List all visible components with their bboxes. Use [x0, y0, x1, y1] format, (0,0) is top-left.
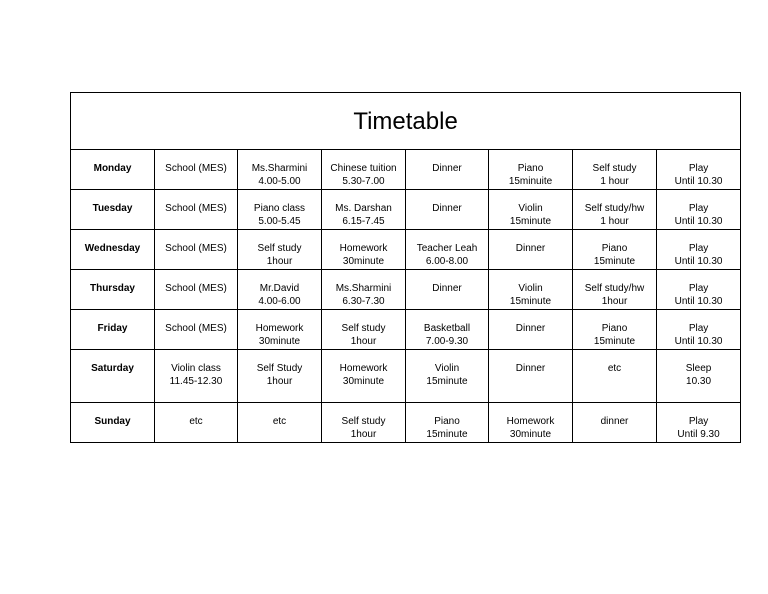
activity-cell — [155, 190, 238, 230]
activity-name: Dinner — [432, 203, 462, 214]
activity-cell — [406, 310, 489, 350]
activity-name: Self study — [592, 163, 637, 174]
day-label: Saturday — [91, 363, 134, 374]
activity-name: Violin — [434, 363, 460, 374]
activity-cell — [406, 350, 489, 403]
activity-name: School (MES) — [165, 283, 227, 294]
activity-name: Self study — [341, 416, 386, 427]
activity-name: Ms. Darshan — [335, 203, 392, 214]
activity-cell — [657, 310, 741, 350]
day-cell — [71, 270, 155, 310]
activity-detail: 30minute — [509, 429, 552, 440]
activity-detail: 15minute — [426, 376, 468, 387]
activity-name: Sleep — [685, 363, 712, 374]
activity-cell — [489, 230, 573, 270]
day-label: Sunday — [94, 416, 131, 427]
activity-cell — [573, 350, 657, 403]
activity-name: Violin — [518, 203, 543, 214]
activity-name: Play — [688, 283, 709, 294]
activity-detail: Until 10.30 — [674, 256, 723, 267]
activity-cell — [155, 230, 238, 270]
activity-cell — [155, 310, 238, 350]
activity-cell — [573, 150, 657, 190]
activity-cell — [155, 270, 238, 310]
page-title: Timetable — [353, 108, 458, 135]
activity-name: Self study/hw — [584, 203, 645, 214]
activity-name: School (MES) — [165, 243, 227, 254]
activity-cell — [573, 270, 657, 310]
activity-cell — [155, 350, 238, 403]
activity-cell — [238, 150, 322, 190]
activity-detail: 6.00-8.00 — [425, 256, 469, 267]
activity-cell — [322, 150, 406, 190]
day-cell — [71, 150, 155, 190]
activity-cell — [155, 150, 238, 190]
activity-detail: 11.45-12.30 — [169, 376, 223, 387]
activity-detail: 6.15-7.45 — [342, 216, 385, 227]
activity-name: School (MES) — [165, 163, 227, 174]
activity-cell — [155, 403, 238, 443]
activity-detail: 1 hour — [600, 216, 629, 227]
activity-cell — [238, 230, 322, 270]
activity-name: Homework — [255, 323, 304, 334]
activity-cell — [322, 350, 406, 403]
table-row — [71, 190, 741, 230]
activity-detail: Until 9.30 — [677, 429, 720, 440]
activity-cell — [322, 270, 406, 310]
activity-cell — [573, 310, 657, 350]
activity-cell — [573, 403, 657, 443]
day-cell — [71, 350, 155, 403]
activity-cell — [657, 230, 741, 270]
activity-name: Piano — [601, 323, 628, 334]
activity-detail: 30minute — [258, 336, 301, 347]
activity-detail: 15minute — [509, 296, 552, 307]
activity-name: etc — [189, 416, 203, 427]
activity-name: Homework — [339, 243, 388, 254]
activity-detail: 10.30 — [686, 376, 712, 387]
activity-name: Homework — [339, 363, 388, 374]
activity-detail: Until 10.30 — [674, 176, 723, 187]
activity-name: Self study — [341, 323, 386, 334]
activity-detail: 4.00-6.00 — [258, 296, 301, 307]
activity-name: Piano — [601, 243, 628, 254]
activity-cell — [489, 310, 573, 350]
activity-cell — [489, 270, 573, 310]
activity-detail: 7.00-9.30 — [425, 336, 469, 347]
activity-cell — [406, 270, 489, 310]
day-label: Monday — [93, 163, 132, 174]
activity-cell — [406, 230, 489, 270]
activity-cell — [322, 190, 406, 230]
activity-cell — [657, 150, 741, 190]
table-row — [71, 310, 741, 350]
activity-name: Play — [688, 243, 709, 254]
activity-name: Piano — [434, 416, 460, 427]
activity-name: Ms.Sharmini — [335, 283, 392, 294]
activity-name: Self study — [257, 243, 302, 254]
activity-name: etc — [607, 363, 622, 374]
activity-cell — [406, 190, 489, 230]
activity-cell — [489, 190, 573, 230]
activity-detail: 1hour — [601, 296, 628, 307]
activity-detail: 5.30-7.00 — [342, 176, 385, 187]
activity-cell — [238, 403, 322, 443]
activity-detail: 1hour — [266, 376, 293, 387]
activity-detail: 4.00-5.00 — [258, 176, 301, 187]
day-label: Friday — [97, 323, 128, 334]
timetable — [70, 92, 741, 443]
activity-cell — [238, 190, 322, 230]
activity-name: Piano class — [253, 203, 306, 214]
activity-cell — [489, 403, 573, 443]
activity-detail: 1hour — [350, 429, 377, 440]
table-row — [71, 350, 741, 403]
activity-name: Dinner — [515, 243, 546, 254]
activity-name: Dinner — [515, 363, 546, 374]
activity-cell — [573, 190, 657, 230]
activity-cell — [322, 310, 406, 350]
activity-detail: 15minute — [593, 336, 636, 347]
day-label: Tuesday — [92, 203, 133, 214]
activity-detail: 6.30-7.30 — [342, 296, 385, 307]
activity-name: Dinner — [432, 283, 462, 294]
activity-name: Dinner — [515, 323, 546, 334]
activity-detail: 5.00-5.45 — [258, 216, 301, 227]
title-row — [71, 93, 741, 150]
day-cell — [71, 190, 155, 230]
day-cell — [71, 310, 155, 350]
activity-detail: 15minuite — [508, 176, 553, 187]
activity-name: Teacher Leah — [416, 243, 478, 254]
activity-detail: 30minute — [342, 256, 385, 267]
activity-name: Self Study — [256, 363, 303, 374]
activity-name: School (MES) — [165, 323, 227, 334]
activity-name: Mr.David — [259, 283, 300, 294]
activity-name: etc — [272, 416, 287, 427]
activity-name: Violin — [518, 283, 543, 294]
table-row — [71, 150, 741, 190]
day-cell — [71, 403, 155, 443]
activity-detail: 1hour — [350, 336, 377, 347]
activity-cell — [406, 403, 489, 443]
day-label: Wednesday — [84, 243, 141, 254]
activity-detail: 30minute — [342, 376, 385, 387]
activity-name: Play — [688, 203, 709, 214]
activity-detail: 15minute — [593, 256, 636, 267]
table-row — [71, 270, 741, 310]
activity-name: Violin class — [171, 363, 221, 374]
activity-name: Chinese tuition — [330, 163, 397, 174]
activity-cell — [657, 403, 741, 443]
day-cell — [71, 230, 155, 270]
table-row — [71, 403, 741, 443]
day-label: Thursday — [89, 283, 135, 294]
activity-cell — [406, 150, 489, 190]
activity-cell — [489, 150, 573, 190]
activity-name: Piano — [517, 163, 544, 174]
activity-cell — [573, 230, 657, 270]
activity-name: Play — [688, 416, 709, 427]
activity-name: School (MES) — [165, 203, 227, 214]
activity-detail: 1 hour — [600, 176, 629, 187]
activity-cell — [657, 270, 741, 310]
activity-detail: Until 10.30 — [674, 296, 723, 307]
title-cell — [71, 93, 741, 150]
activity-cell — [322, 403, 406, 443]
activity-cell — [657, 350, 741, 403]
activity-name: Play — [688, 323, 709, 334]
activity-cell — [657, 190, 741, 230]
activity-name: Homework — [506, 416, 555, 427]
activity-detail: Until 10.30 — [674, 216, 723, 227]
activity-name: Ms.Sharmini — [251, 163, 308, 174]
activity-detail: 15minute — [509, 216, 552, 227]
activity-name: dinner — [600, 416, 629, 427]
activity-detail: 15minute — [426, 429, 468, 440]
activity-cell — [322, 230, 406, 270]
activity-detail: Until 10.30 — [674, 336, 723, 347]
activity-name: Dinner — [432, 163, 462, 174]
table-row — [71, 230, 741, 270]
activity-name: Play — [688, 163, 709, 174]
activity-name: Self study/hw — [584, 283, 645, 294]
activity-name: Basketball — [423, 323, 471, 334]
activity-cell — [489, 350, 573, 403]
activity-cell — [238, 310, 322, 350]
activity-detail: 1hour — [266, 256, 293, 267]
activity-cell — [238, 350, 322, 403]
activity-cell — [238, 270, 322, 310]
